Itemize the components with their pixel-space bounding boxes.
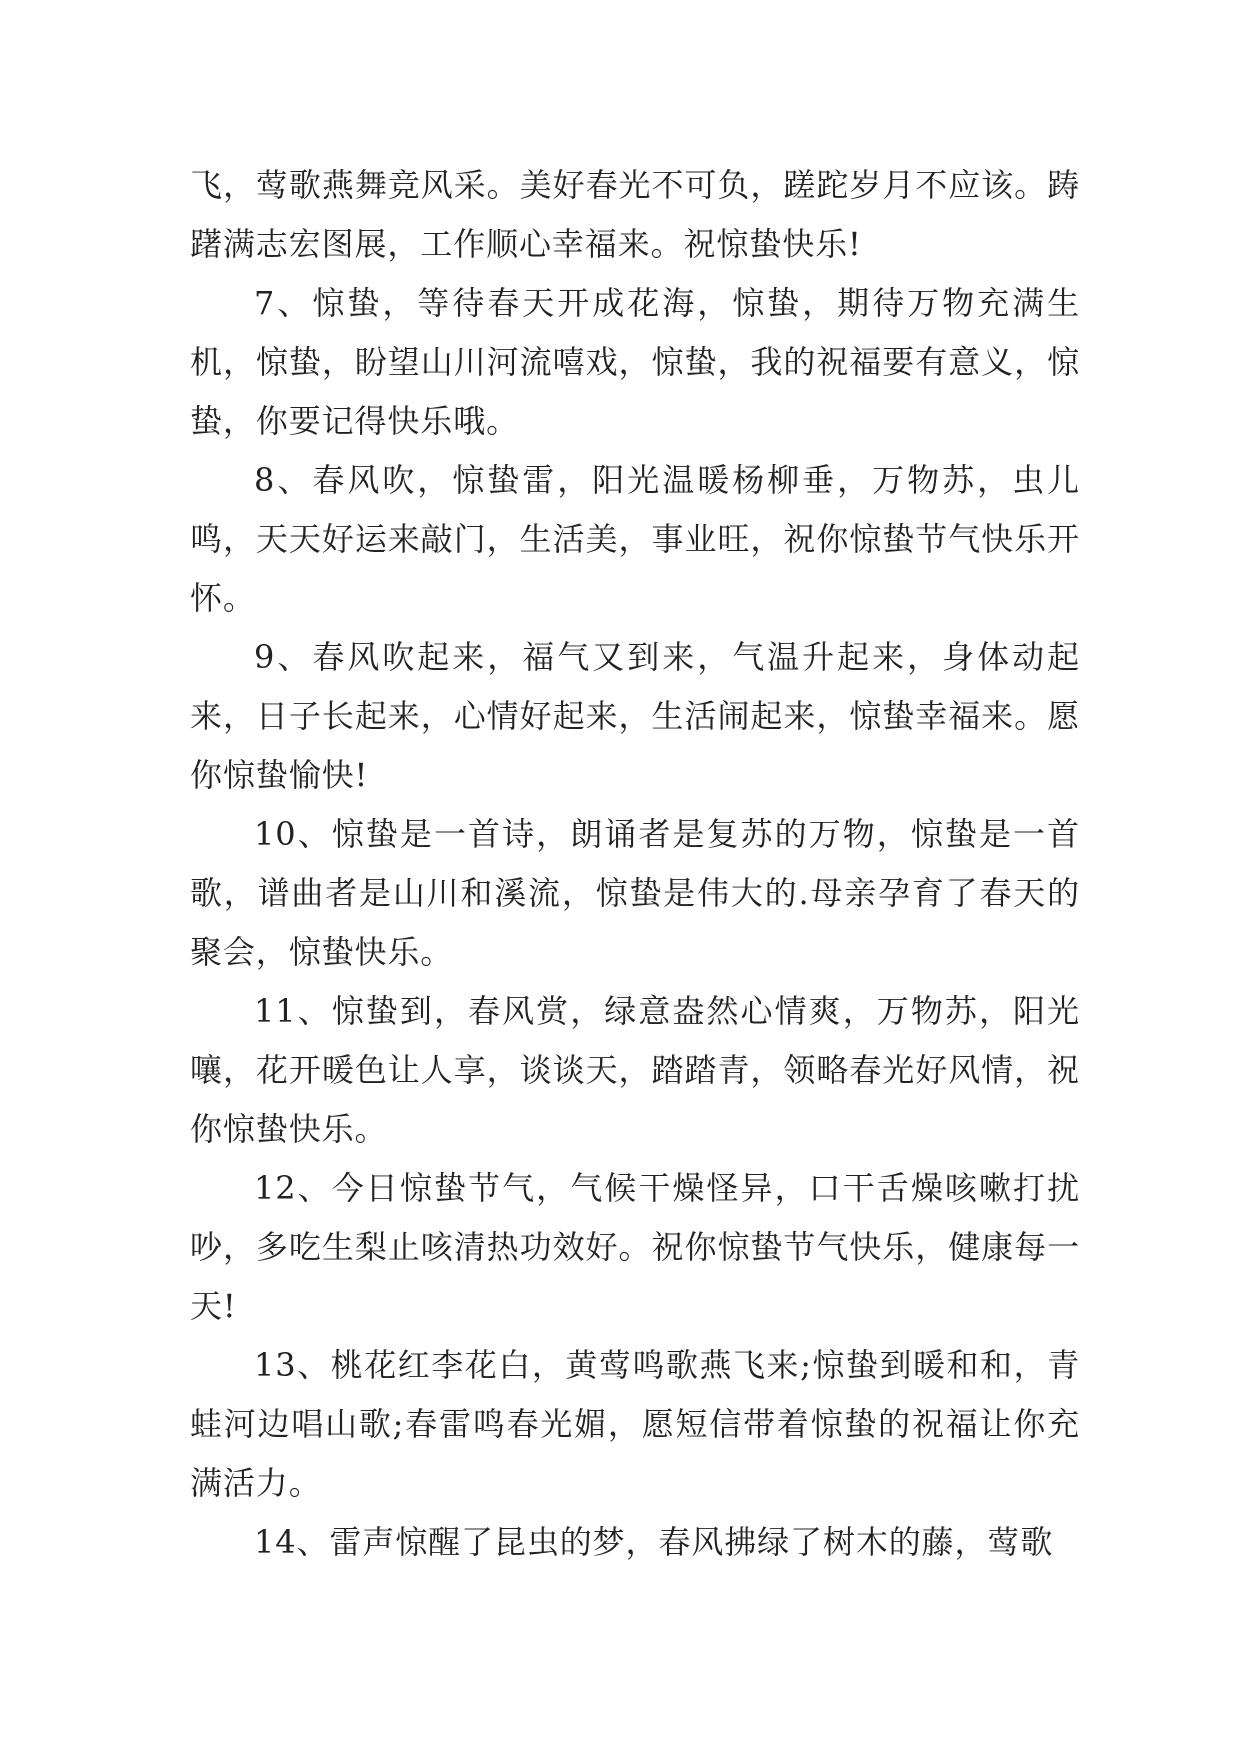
paragraph-item-7: 7、惊蛰，等待春天开成花海，惊蛰，期待万物充满生机，惊蛰，盼望山川河流嘻戏，惊蛰，我的祝福要有意义，惊蛰，你要记得快乐哦。: [190, 284, 1080, 440]
paragraph-item-9: 9、春风吹起来，福气又到来，气温升起来，身体动起来，日子长起来，心情好起来，生活闹起来，惊蛰幸福来。愿你惊蛰愉快!: [190, 638, 1080, 794]
paragraph-item-14: 14、雷声惊醒了昆虫的梦，春风拂绿了树木的藤，莺歌: [254, 1523, 1054, 1561]
paragraph-continuation: 飞，莺歌燕舞竞风采。美好春光不可负，蹉跎岁月不应该。踌躇满志宏图展，工作顺心幸福来。祝惊蛰快乐!: [190, 166, 1080, 263]
paragraph-item-12: 12、今日惊蛰节气，气候干燥怪异，口干舌燥咳嗽打扰吵，多吃生梨止咳清热功效好。祝你惊蛰节气快乐，健康每一天!: [190, 1169, 1080, 1325]
document-body: [190, 156, 1080, 1572]
paragraph-item-8: 8、春风吹，惊蛰雷，阳光温暖杨柳垂，万物苏，虫儿鸣，天天好运来敲门，生活美，事业旺，祝你惊蛰节气快乐开怀。: [190, 461, 1080, 617]
paragraph-item-11: 11、惊蛰到，春风赏，绿意盎然心情爽，万物苏，阳光嚷，花开暖色让人享，谈谈天，踏踏青，领略春光好风情，祝你惊蛰快乐。: [190, 992, 1080, 1148]
paragraph-item-13: 13、桃花红李花白，黄莺鸣歌燕飞来;惊蛰到暖和和，青蛙河边唱山歌;春雷鸣春光媚，愿短信带着惊蛰的祝福让你充满活力。: [190, 1346, 1080, 1502]
paragraph-item-10: 10、惊蛰是一首诗，朗诵者是复苏的万物，惊蛰是一首歌，谱曲者是山川和溪流，惊蛰是伟大的.母亲孕育了春天的聚会，惊蛰快乐。: [190, 815, 1080, 971]
